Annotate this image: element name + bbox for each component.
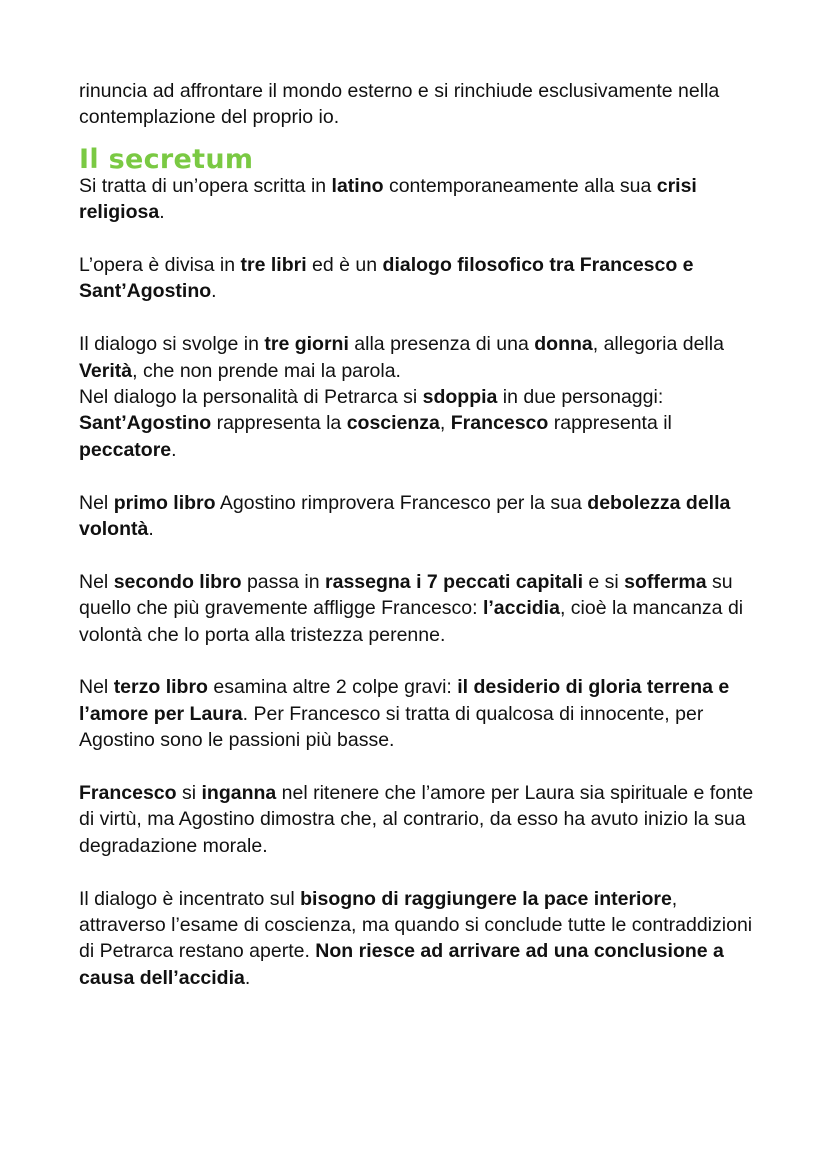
text-run: Nel [79,570,114,593]
bold-text: Francesco [79,782,177,805]
text-run: . [148,518,154,541]
paragraph-spacer [79,859,759,885]
paragraph-primo-libro [79,490,759,543]
text-run: , cioè la mancanza di volontà che lo porta alla tristezza perenne. [79,597,744,646]
bold-text: crisi religiosa [79,174,697,224]
bold-text: latino [331,174,384,197]
text-run: contemporaneamente alla sua [383,174,657,197]
bold-text: bisogno di raggiungere la pace interiore [300,887,672,910]
bold-text: peccatore [79,438,172,461]
text-run: , allegoria della [592,333,724,356]
text-run: Nel [79,676,114,699]
text-run: Il dialogo è incentrato sul [79,887,301,910]
text-run: . [211,280,217,303]
paragraph-secondo-libro [79,569,759,648]
text-run: ed è un [306,254,383,277]
bold-text: l’accidia [482,597,560,620]
bold-text: dialogo filosofico tra Francesco e Sant’Agostino [79,254,694,303]
bold-text: secondo libro [113,570,242,593]
text-run: in due personaggi: [497,386,664,409]
paragraph-spacer [79,754,759,780]
text-run: Si tratta di un’opera scritta in [79,174,332,197]
document-page [79,78,759,991]
paragraph-dialogo [79,331,759,463]
bold-text: donna [534,333,593,356]
paragraph-spacer [79,226,759,252]
text-run: Agostino rimprovera Francesco per la sua [215,491,588,514]
bold-text: Francesco [450,412,549,435]
text-run: L’opera è divisa in [79,254,241,277]
text-run: , attraverso l’esame di coscienza, ma quando si conclude tutte le contraddizioni di Petrarca restano aperte. [79,887,753,963]
text-run: . [159,201,165,224]
paragraph-opera [79,173,759,226]
bold-text: sdoppia [422,386,498,409]
section-heading: Il secretum [79,143,254,175]
bold-text: primo libro [113,491,216,514]
paragraph-inganno [79,780,759,859]
text-run: si [176,782,202,805]
paragraph-spacer [79,305,759,331]
bold-text: tre libri [240,254,307,277]
text-run: passa in [241,570,326,593]
text-run: , [439,412,451,435]
paragraph-struttura [79,252,759,305]
text-run: e si [582,570,625,593]
bold-text: rassegna i 7 peccati capitali [325,570,583,593]
paragraph-intro [79,78,759,131]
bold-text: inganna [201,782,277,805]
text-run: rinuncia ad affrontare il mondo esterno e si rinchiude esclusivamente nella contemplazione del proprio io. [79,80,720,129]
text-run: . [171,438,177,461]
text-run: Nel dialogo la personalità di Petrarca si [79,386,423,409]
paragraph-spacer [79,463,759,489]
bold-text: il desiderio di gloria terrena e l’amore per Laura [79,676,730,725]
paragraph-conclusione [79,886,759,992]
text-run: nel ritenere che l’amore per Laura sia spirituale e fonte di virtù, ma Agostino dimostra che, al contrario, da esso ha avuto inizio la sua degradazione morale. [79,782,754,857]
bold-text: tre giorni [264,333,349,356]
text-run: su quello che più gravemente affligge Francesco: [79,570,733,620]
text-run: Nel [79,491,114,514]
text-run: . Per Francesco si tratta di qualcosa di innocente, per Agostino sono le passioni più basse. [79,702,704,752]
text-run: Il dialogo si svolge in [79,333,265,356]
bold-text: sofferma [624,570,707,593]
text-run: rappresenta il [548,412,672,435]
bold-text: Sant’Agostino [79,412,212,435]
paragraph-spacer [79,648,759,674]
text-run: alla presenza di una [348,333,535,356]
text-run: . [244,966,251,989]
paragraph-spacer [79,542,759,568]
text-run: , che non prende mai la parola. [132,359,401,382]
text-run: esamina altre 2 colpe gravi: [207,676,458,699]
text-run: rappresenta la [211,412,347,435]
bold-text: Verità [79,359,133,382]
paragraph-terzo-libro [79,674,759,753]
bold-text: terzo libro [113,676,208,699]
bold-text: debolezza della volontà [79,491,731,541]
bold-text: Non riesce ad arrivare ad una conclusione a causa dell’accidia [79,940,724,989]
bold-text: coscienza [346,412,440,435]
